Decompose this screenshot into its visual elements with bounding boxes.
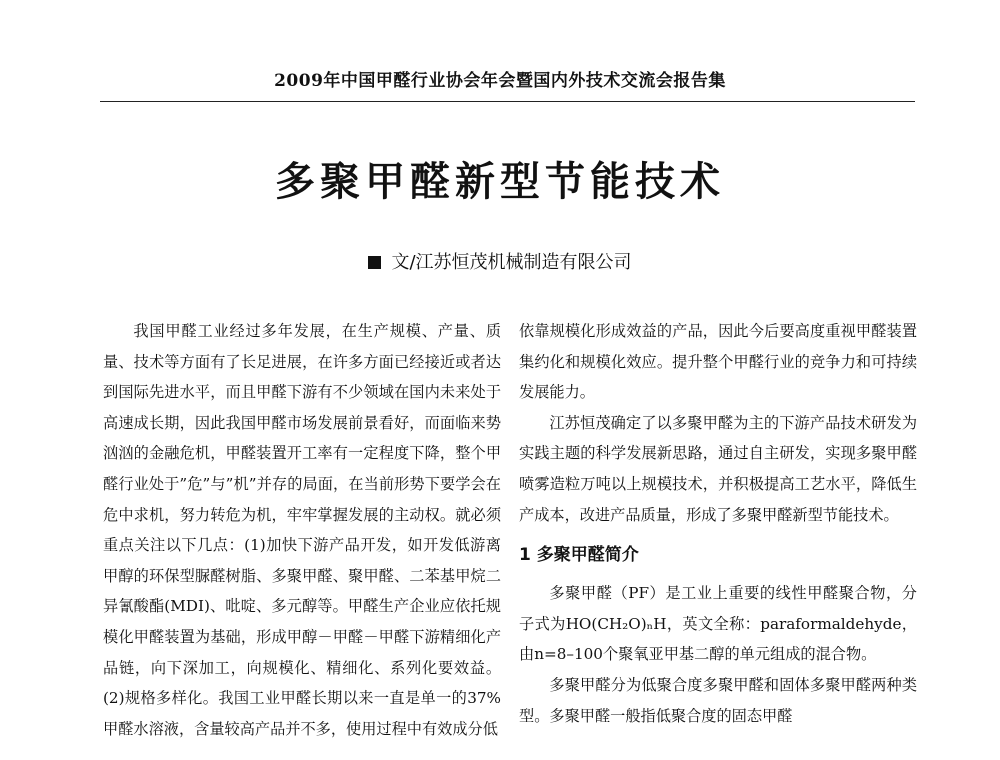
- paragraph: 多聚甲醛分为低聚合度多聚甲醛和固体多聚甲醛两种类型。多聚甲醛一般指低聚合度的固态甲醛: [519, 675, 917, 725]
- byline-text: 文/江苏恒茂机械制造有限公司: [391, 252, 632, 273]
- paragraph: 我国甲醛工业经过多年发展，在生产规模、产量、质量、技术等方面有了长足进展，在许多方面已经接近或者达到国际先进水平，而且甲醛下游有不少领域在国内未来处于高速成长期，因此我国甲醛市场发展前景看好，而面临来势汹汹的金融危机，甲醛装置开工率有一定程度下降，整个甲醛行业处于”危”与”机”并存的局面，在当前形势下要学会在危中求机，努力转危为机，牢牢掌握发展的主动权。就必须重点关注以下几点：(1)加快下游产品开发，如开发低游离甲醇的环保型脲醛树脂、多聚甲醛、聚甲醛、二苯基甲烷二异氰酸酯(MDI)、吡啶、多元醇等。甲醛生产企业应依托规模化甲醛装置为基础，形成甲醇－甲醛－甲醛下游精细化产品链，向下深加工，向规模化、精细化、系列化要效益。(2)规格多样化。我国工业甲醛长期以来一直是单一的37%甲醛水溶液，含量较高产品并不多，使用过程中有效成分低: [103, 322, 501, 738]
- section-heading: 1 多聚甲醛简介: [519, 545, 639, 566]
- article-title: 多聚甲醛新型节能技术: [275, 158, 725, 205]
- paragraph: 依靠规模化形成效益的产品，因此今后要高度重视甲醛装置集约化和规模化效应。提升整个甲醛行业的竞争力和可持续发展能力。: [519, 322, 917, 402]
- paragraph: 江苏恒茂确定了以多聚甲醛为主的下游产品技术研发为实践主题的科学发展新思路，通过自主研发，实现多聚甲醛喷雾造粒万吨以上规模技术，并积极提高工艺水平，降低生产成本，改进产品质量，形成了多聚甲醛新型节能技术。: [519, 413, 917, 524]
- left-column: [103, 316, 501, 744]
- running-header: 2009年中国甲醛行业协会年会暨国内外技术交流会报告集: [274, 71, 726, 91]
- right-column: [519, 316, 917, 731]
- byline: [0, 248, 1000, 274]
- square-bullet-icon: [368, 256, 381, 269]
- paragraph: 多聚甲醛（PF）是工业上重要的线性甲醛聚合物，分子式为HO(CH₂O)ₙH，英文全称：paraformaldehyde，由n=8–100个聚氧亚甲基二醇的单元组成的混合物。: [519, 584, 917, 664]
- header-rule: [100, 101, 915, 102]
